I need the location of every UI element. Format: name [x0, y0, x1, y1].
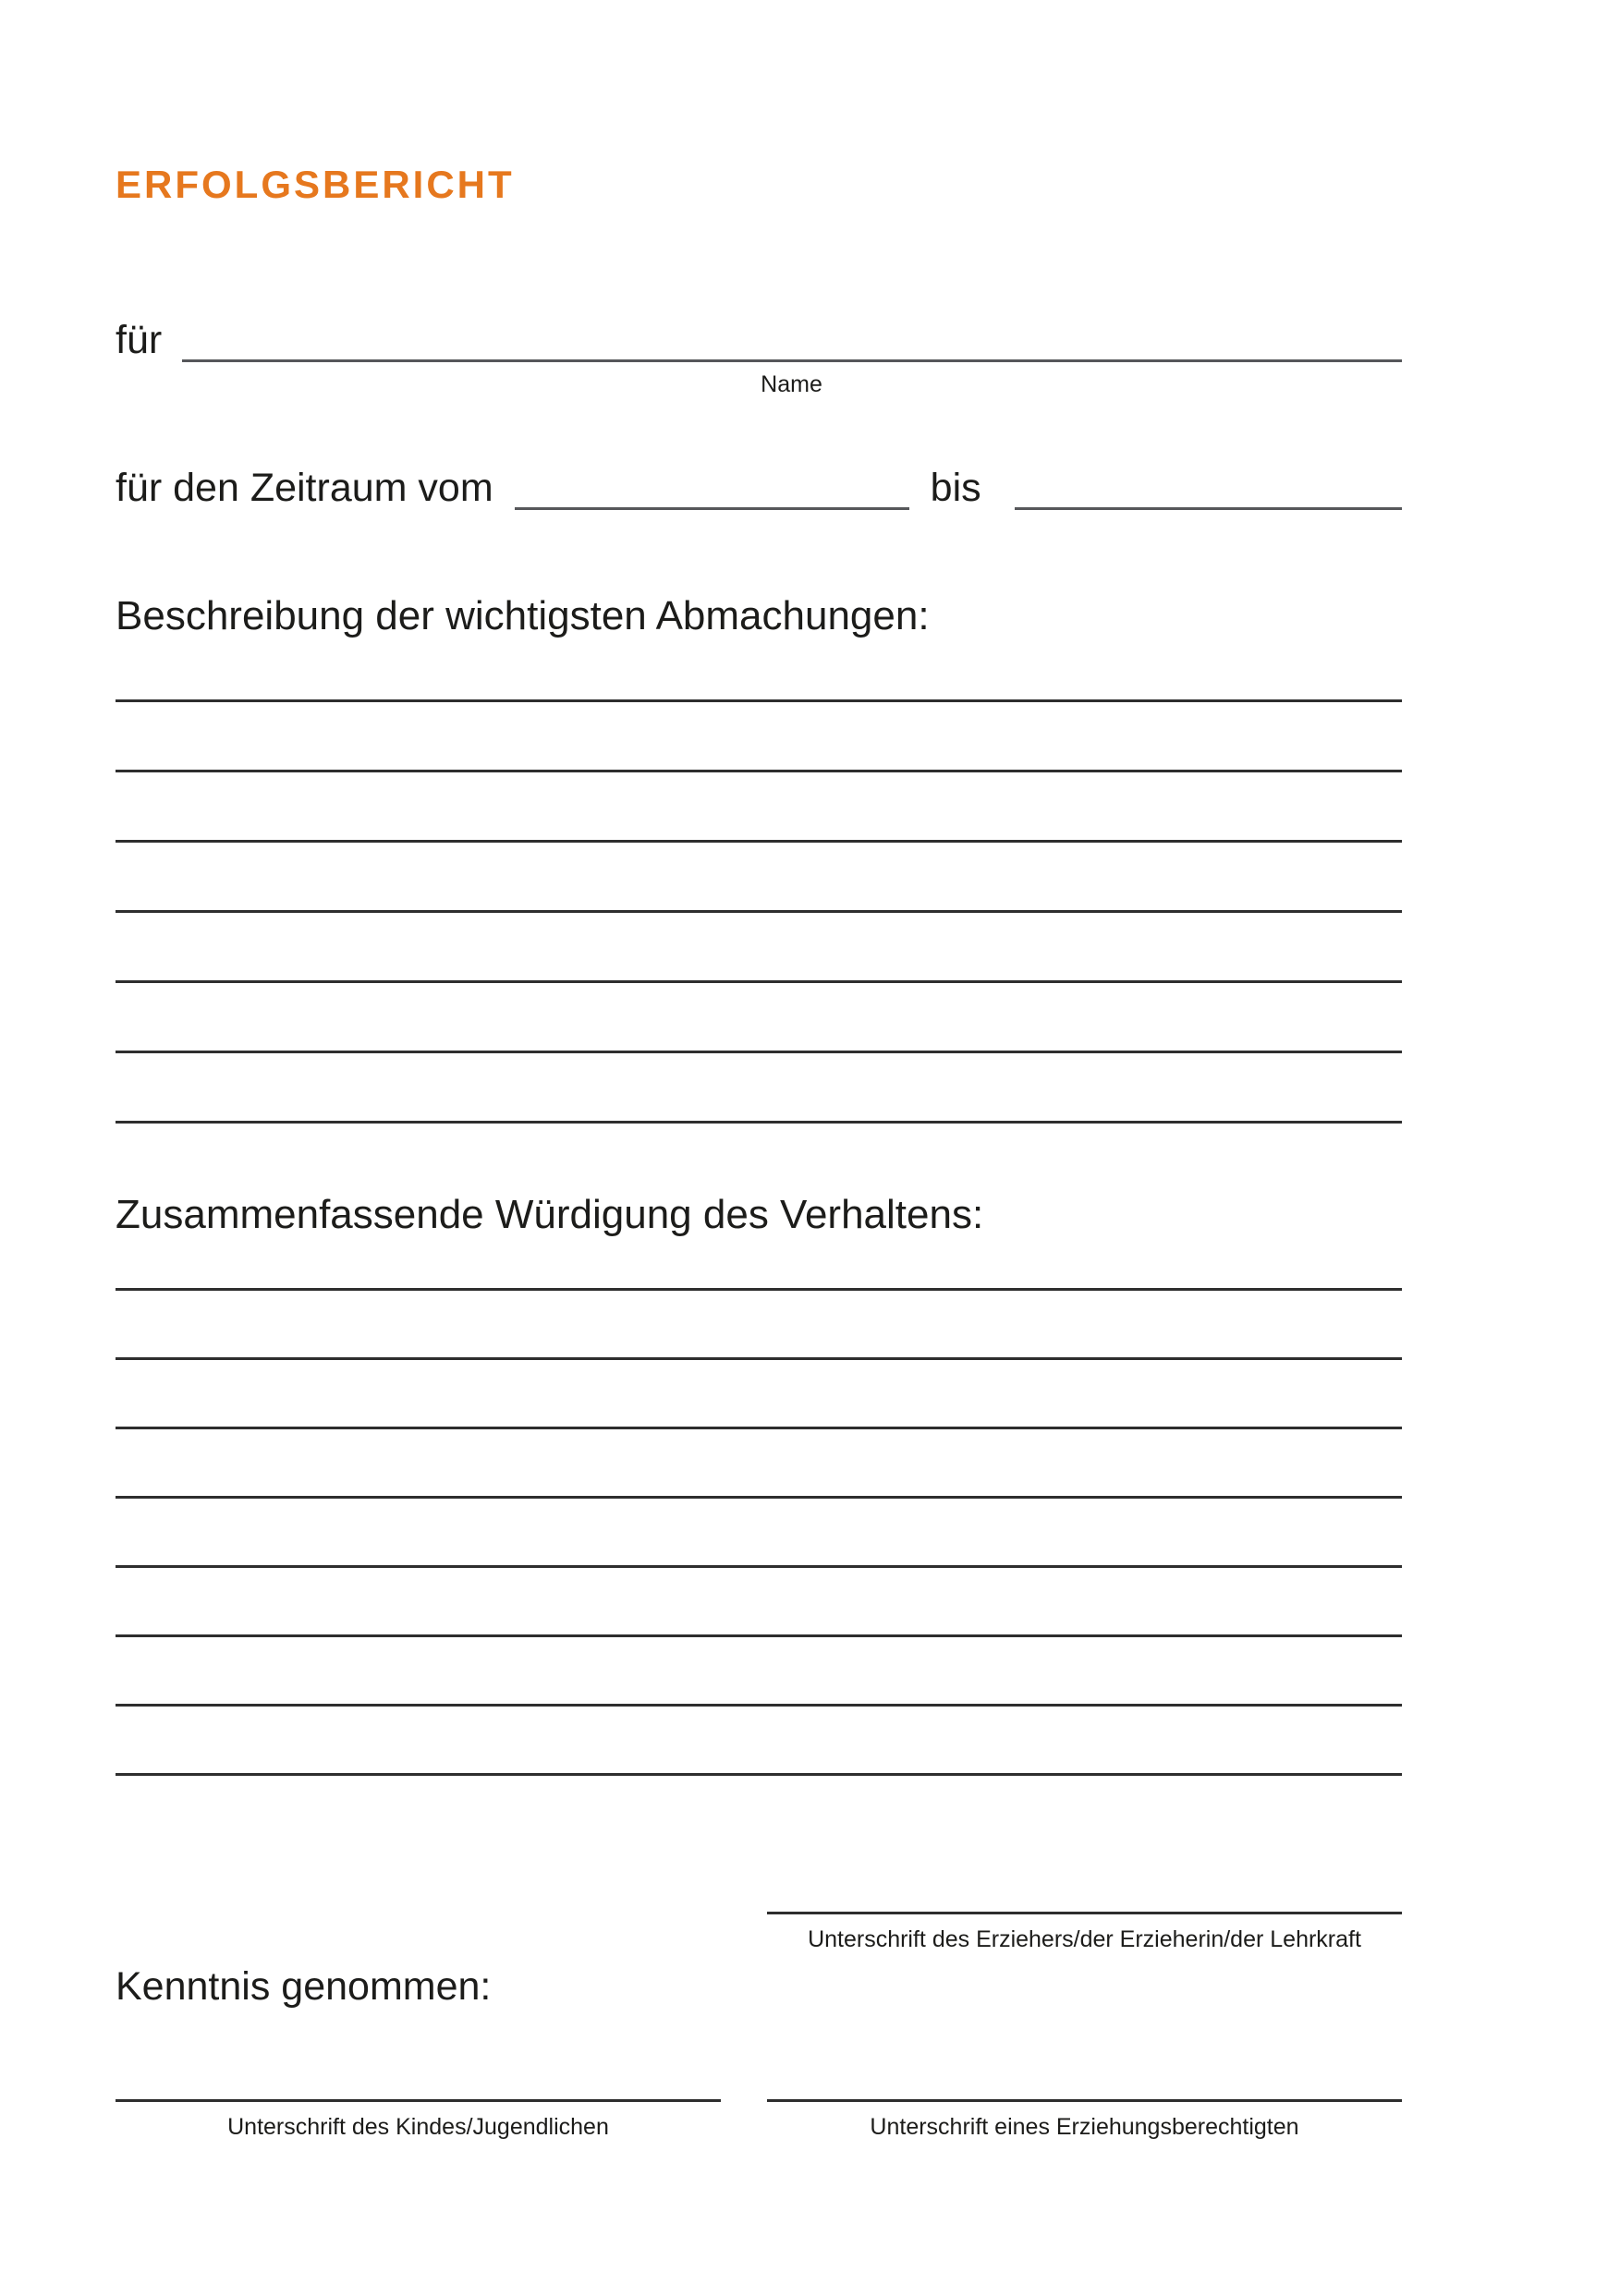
form-title: ERFOLGSBERICHT [116, 163, 515, 206]
period-from-input-line[interactable] [515, 468, 909, 510]
child-signature-caption: Unterschrift des Kindes/Jugendlichen [227, 2114, 609, 2140]
educator-signature-block [767, 1912, 1402, 1953]
writing-line[interactable] [116, 1053, 1402, 1124]
writing-line[interactable] [116, 983, 1402, 1053]
section-heading-summary: Zusammenfassende Würdigung des Verhaltens: [116, 1192, 984, 1237]
child-signature-line[interactable] [116, 2099, 721, 2102]
period-field-row [116, 468, 1402, 510]
writing-line[interactable] [116, 913, 1402, 983]
writing-line[interactable] [116, 1429, 1402, 1499]
bis-label: bis [930, 466, 981, 511]
writing-line[interactable] [116, 1707, 1402, 1776]
writing-line[interactable] [116, 772, 1402, 843]
writing-line[interactable] [116, 632, 1402, 702]
name-input-line[interactable] [182, 318, 1402, 362]
writing-line[interactable] [116, 1360, 1402, 1429]
agreements-writing-lines [116, 632, 1402, 1124]
for-label: für [116, 318, 163, 363]
acknowledged-label: Kenntnis genommen: [116, 1964, 492, 2009]
summary-writing-lines [116, 1221, 1402, 1776]
writing-line[interactable] [116, 843, 1402, 913]
writing-line[interactable] [116, 702, 1402, 772]
writing-line[interactable] [116, 1221, 1402, 1291]
name-field-row [116, 318, 1402, 362]
educator-signature-caption: Unterschrift des Erziehers/der Erzieherin/der Lehrkraft [808, 1926, 1361, 1952]
guardian-signature-block [767, 2099, 1402, 2141]
child-signature-block [116, 2099, 721, 2141]
writing-line[interactable] [116, 1291, 1402, 1360]
period-to-input-line[interactable] [1015, 468, 1402, 510]
writing-line[interactable] [116, 1568, 1402, 1637]
educator-signature-line[interactable] [767, 1912, 1402, 1914]
period-label: für den Zeitraum vom [116, 466, 493, 511]
writing-line[interactable] [116, 1637, 1402, 1707]
guardian-signature-line[interactable] [767, 2099, 1402, 2102]
guardian-signature-caption: Unterschrift eines Erziehungsberechtigten [870, 2114, 1299, 2140]
section-heading-agreements: Beschreibung der wichtigsten Abmachungen: [116, 593, 930, 638]
writing-line[interactable] [116, 1499, 1402, 1568]
name-caption: Name [761, 371, 822, 397]
